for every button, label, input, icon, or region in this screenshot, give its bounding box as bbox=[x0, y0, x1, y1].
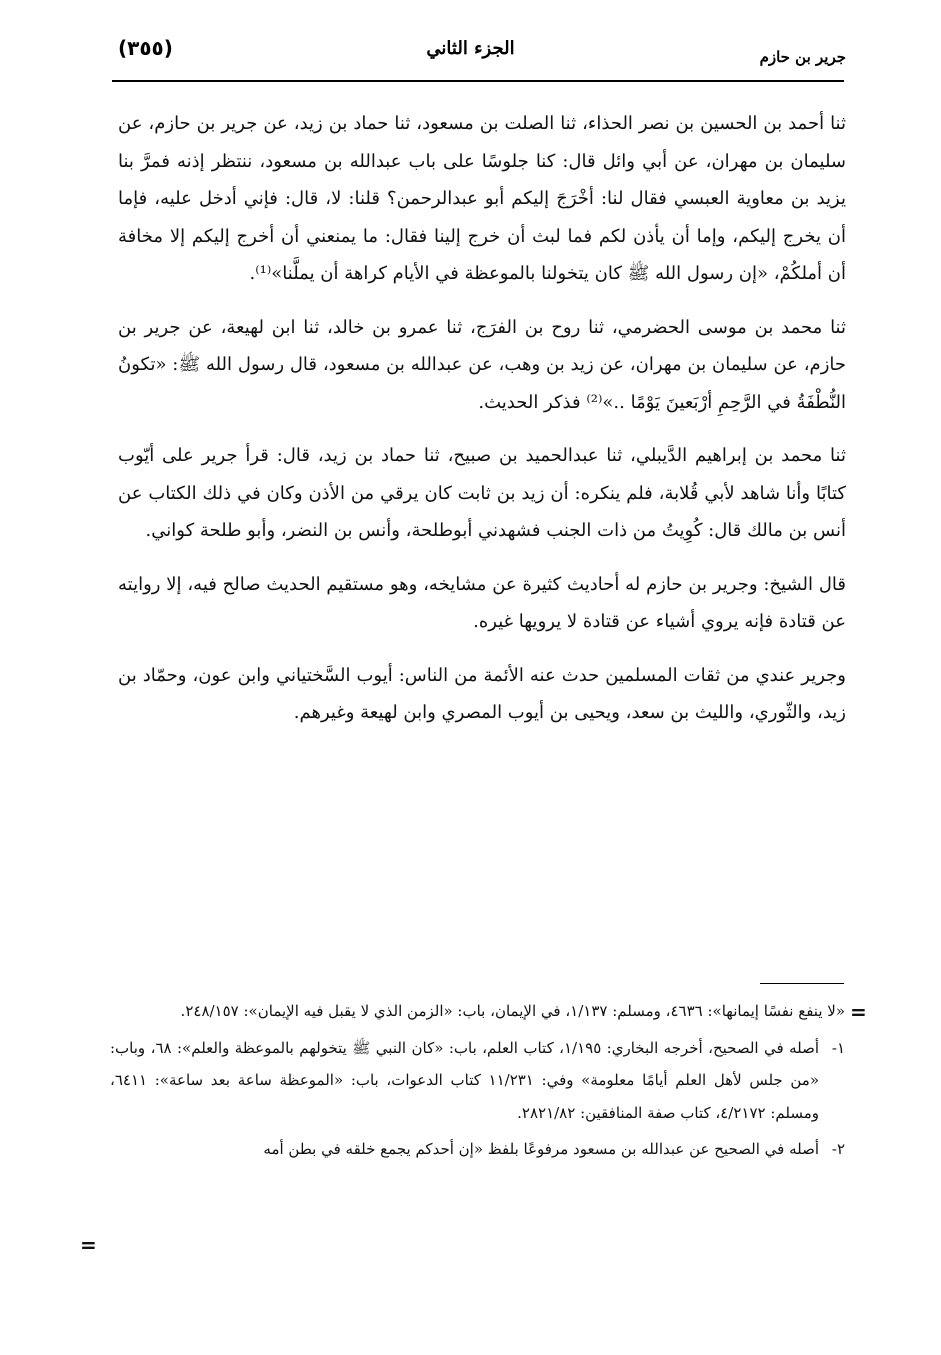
paragraph-3: ثنا محمد بن إبراهيم الدَّيبلي، ثنا عبدالحميد بن صبيح، ثنا حماد بن زيد، قال: قرأ جرير على أيّوب كتابًا وأنا شاهد لأبي قُلابة، فلم ينكره: أن زيد بن ثابت كان يرقي من الأذن وكان في ذلك الكتاب عن أنس بن مالك قال: كُوِيتُ من ذات الجنب فشهدني أبوطلحة، وأنس بن النضر، وأبو طلحة كواني. bbox=[118, 445, 846, 541]
paragraph-2: ثنا محمد بن موسى الحضرمي، ثنا روح بن الفرَج، ثنا عمرو بن خالد، ثنا ابن لهيعة، عن جرير بن حازم، عن سليمان بن مهران، عن زيد بن وهب، عن عبدالله بن مسعود، قال رسول الله ﷺ: «تكونُ النُّطْفَةُ في الرَّحِمِ أرْبَعينَ يَوْمًا ..»⁽²⁾ فذكر الحديث. bbox=[118, 316, 846, 413]
header-rule bbox=[112, 80, 844, 82]
paragraph-4: قال الشيخ: وجرير بن حازم له أحاديث كثيرة عن مشايخه، وهو مستقيم الحديث صالح فيه، إلا روايته عن قتادة فإنه يروي أشياء عن قتادة لا يرويها غيره. bbox=[118, 573, 846, 632]
part-title: الجزء الثاني bbox=[426, 38, 515, 59]
page-number: (٣٥٥) bbox=[118, 36, 173, 60]
footnote-text: أصله في الصحيح، أخرجه البخاري: ١/١٩٥، كتاب العلم، باب: «كان النبي ﷺ يتخولهم بالموعظة والعلم»: ٦٨، وباب: «من جلس لأهل العلم أيامًا معلومة» وفي: ١١/٢٣١ كتاب الدعوات، باب: «الموعظة ساعة بعد ساعة»: ٦٤١١، ومسلم: ٤/٢١٧٢، كتاب صفة المنافقين: ٢٨٢١/٨٢. bbox=[110, 1038, 820, 1122]
footnote-continuation-mark-bottom: = bbox=[80, 1233, 97, 1257]
footnote-text: أصله في الصحيح عن عبدالله بن مسعود مرفوعًا بلفظ «إن أحدكم يجمع خلقه في بطن أمه bbox=[263, 1140, 819, 1158]
footnote-carryover: «لا ينفع نفسًا إيمانها»: ٤٦٣٦، ومسلم: ١/١٣٧، في الإيمان، باب: «الزمن الذي لا يقبل فيه الإيمان»: ٢٤٨/١٥٧. bbox=[180, 1002, 845, 1020]
footnote-continuation-mark-top: = bbox=[850, 1000, 867, 1024]
footnote-2 bbox=[110, 1133, 845, 1166]
footnote-1 bbox=[110, 1032, 845, 1130]
paragraph-5: وجرير عندي من ثقات المسلمين حدث عنه الأئمة من الناس: أيوب السَّختياني وابن عون، وحمّاد بن زيد، والثّوري، والليث بن سعد، ويحيى بن أيوب المصري وابن لهيعة وغيرهم. bbox=[118, 664, 846, 723]
footnote-number: ٢- bbox=[831, 1140, 845, 1158]
paragraph-1: ثنا أحمد بن الحسين بن نصر الحذاء، ثنا الصلت بن مسعود، ثنا حماد بن زيد، عن جرير بن حازم، عن سليمان بن مهران، عن أبي وائل قال: كنا جلوسًا على باب عبدالله بن مسعود، ننتظر إذنه فمرَّ بنا يزيد بن معاوية العبسي فقال لنا: أخْرَجَ إليكم أبو عبدالرحمن؟ قلنا: لا، قال: فإني أدخل عليه، فإما أن يخرج إليكم، وإما أن يأذن لكم فما لبث أن خرج إلينا فقال: ما يمنعني أن أخرج إليكم إلا مخافة أن أملكُمْ، «إن رسول الله ﷺ كان يتخولنا بالموعظة في الأيام كراهة أن يملَّنا»⁽¹⁾. bbox=[118, 113, 846, 284]
footnote-number: ١- bbox=[831, 1038, 845, 1057]
footnotes bbox=[110, 995, 845, 1166]
footnote-rule bbox=[760, 983, 844, 984]
main-text bbox=[118, 105, 846, 732]
running-head-entry: جرير بن حازم bbox=[759, 48, 846, 66]
